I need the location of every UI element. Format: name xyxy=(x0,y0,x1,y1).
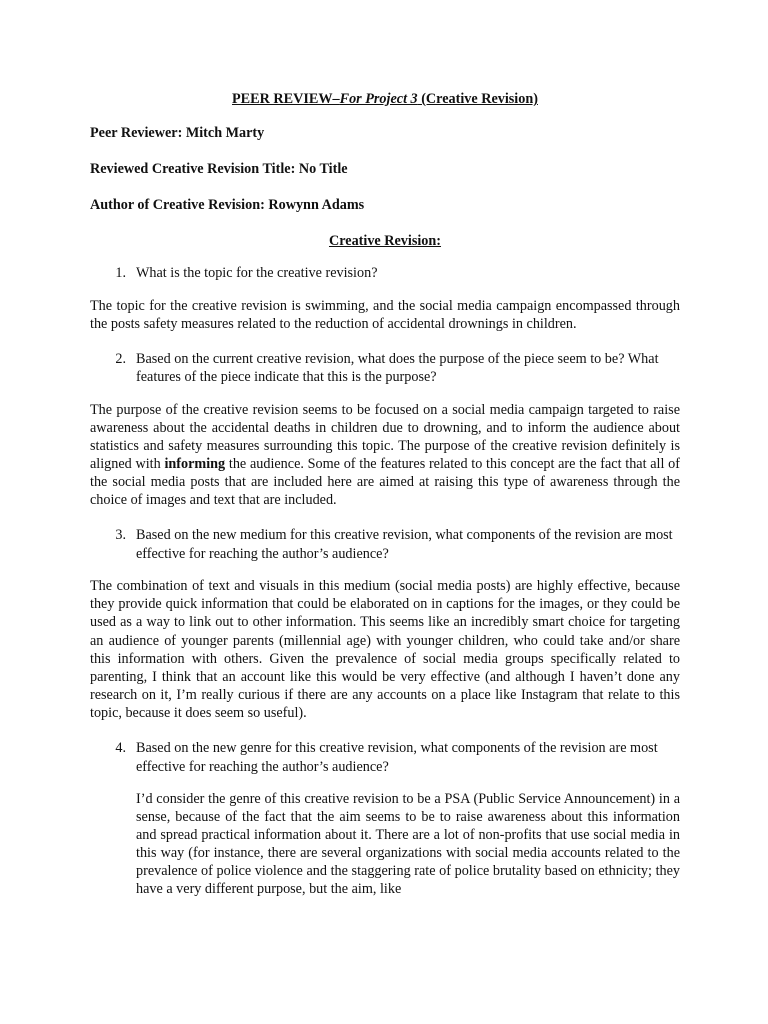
section-heading: Creative Revision: xyxy=(328,233,442,249)
question-2 xyxy=(90,350,680,387)
question-number: 1. xyxy=(115,265,126,281)
question-number: 3. xyxy=(115,527,126,544)
question-text: What is the topic for the creative revision? xyxy=(136,265,378,281)
answer-4: I’d consider the genre of this creative revision to be a PSA (Public Service Announcement) in a sense, because of the fact that the aim seems to be to raise awareness about this information and spread practical information about it. There are a lot of non-profits that use social media in this way (for instance, there are several organizations with social media accounts related to the prevalence of police violence and the staggering rate of police brutality based on ethnicity; they have a very different purpose, but the aim, like xyxy=(136,791,680,898)
question-text: Based on the new genre for this creative revision, what components of the revision are most effective for reaching the author’s audience? xyxy=(136,740,658,775)
question-1 xyxy=(90,264,680,283)
answer-1: The topic for the creative revision is swimming, and the social media campaign encompassed through the posts safety measures related to the reduction of accidental drownings in children. xyxy=(90,297,680,332)
peer-reviewer: Peer Reviewer: Mitch Marty xyxy=(90,125,265,141)
document-page xyxy=(90,88,680,916)
question-number: 2. xyxy=(115,350,126,367)
question-number: 4. xyxy=(115,740,126,756)
answer-2 xyxy=(90,401,680,510)
answer-3: The combination of text and visuals in this medium (social media posts) are highly effective, because they provide quick information that could be elaborated on in captions for the images, or they could be used as a way to link out to other information. This seems like an incredibly smart choice for targeting an audience of younger parents (millennial age) with younger children, who could take and/or share this information with others. Given the prevalence of social media groups specifically related to parenting, I think that an account like this would be very effective (and although I haven’t done any research on it, I’m really curious if there are any accounts on a place like Instagram that relate to this topic, because it does seem so useful). xyxy=(90,578,680,721)
question-4 xyxy=(90,739,680,776)
title-suffix: (Creative Revision) xyxy=(417,91,538,107)
question-text: Based on the new medium for this creative revision, what components of the revision are most effective for reaching the author’s audience? xyxy=(136,527,673,562)
author: Author of Creative Revision: Rowynn Adams xyxy=(90,197,365,213)
answer-emphasis: informing xyxy=(164,455,226,472)
document-title xyxy=(90,88,680,110)
title-prefix: PEER REVIEW– xyxy=(232,91,340,107)
title-italic: For Project 3 xyxy=(339,91,418,107)
question-text: Based on the current creative revision, what does the purpose of the piece seem to be? What features of the piece indicate that this is the purpose? xyxy=(136,350,659,386)
reviewed-title: Reviewed Creative Revision Title: No Title xyxy=(90,161,348,177)
answer-text: the audience. Some of the features related to this concept are the fact that all of the social media posts that are included here are aimed at raising this type of awareness through the choice of images and text that are included. xyxy=(90,455,680,509)
answer-text: The purpose of the creative revision seems to be focused on a social media campaign targeted to raise awareness about the accidental deaths in children due to drowning, and to inform the audience about statistics and safety measures surrounding this topic. The purpose of the creative revision definitely is aligned with xyxy=(90,401,680,472)
question-3 xyxy=(90,526,680,563)
